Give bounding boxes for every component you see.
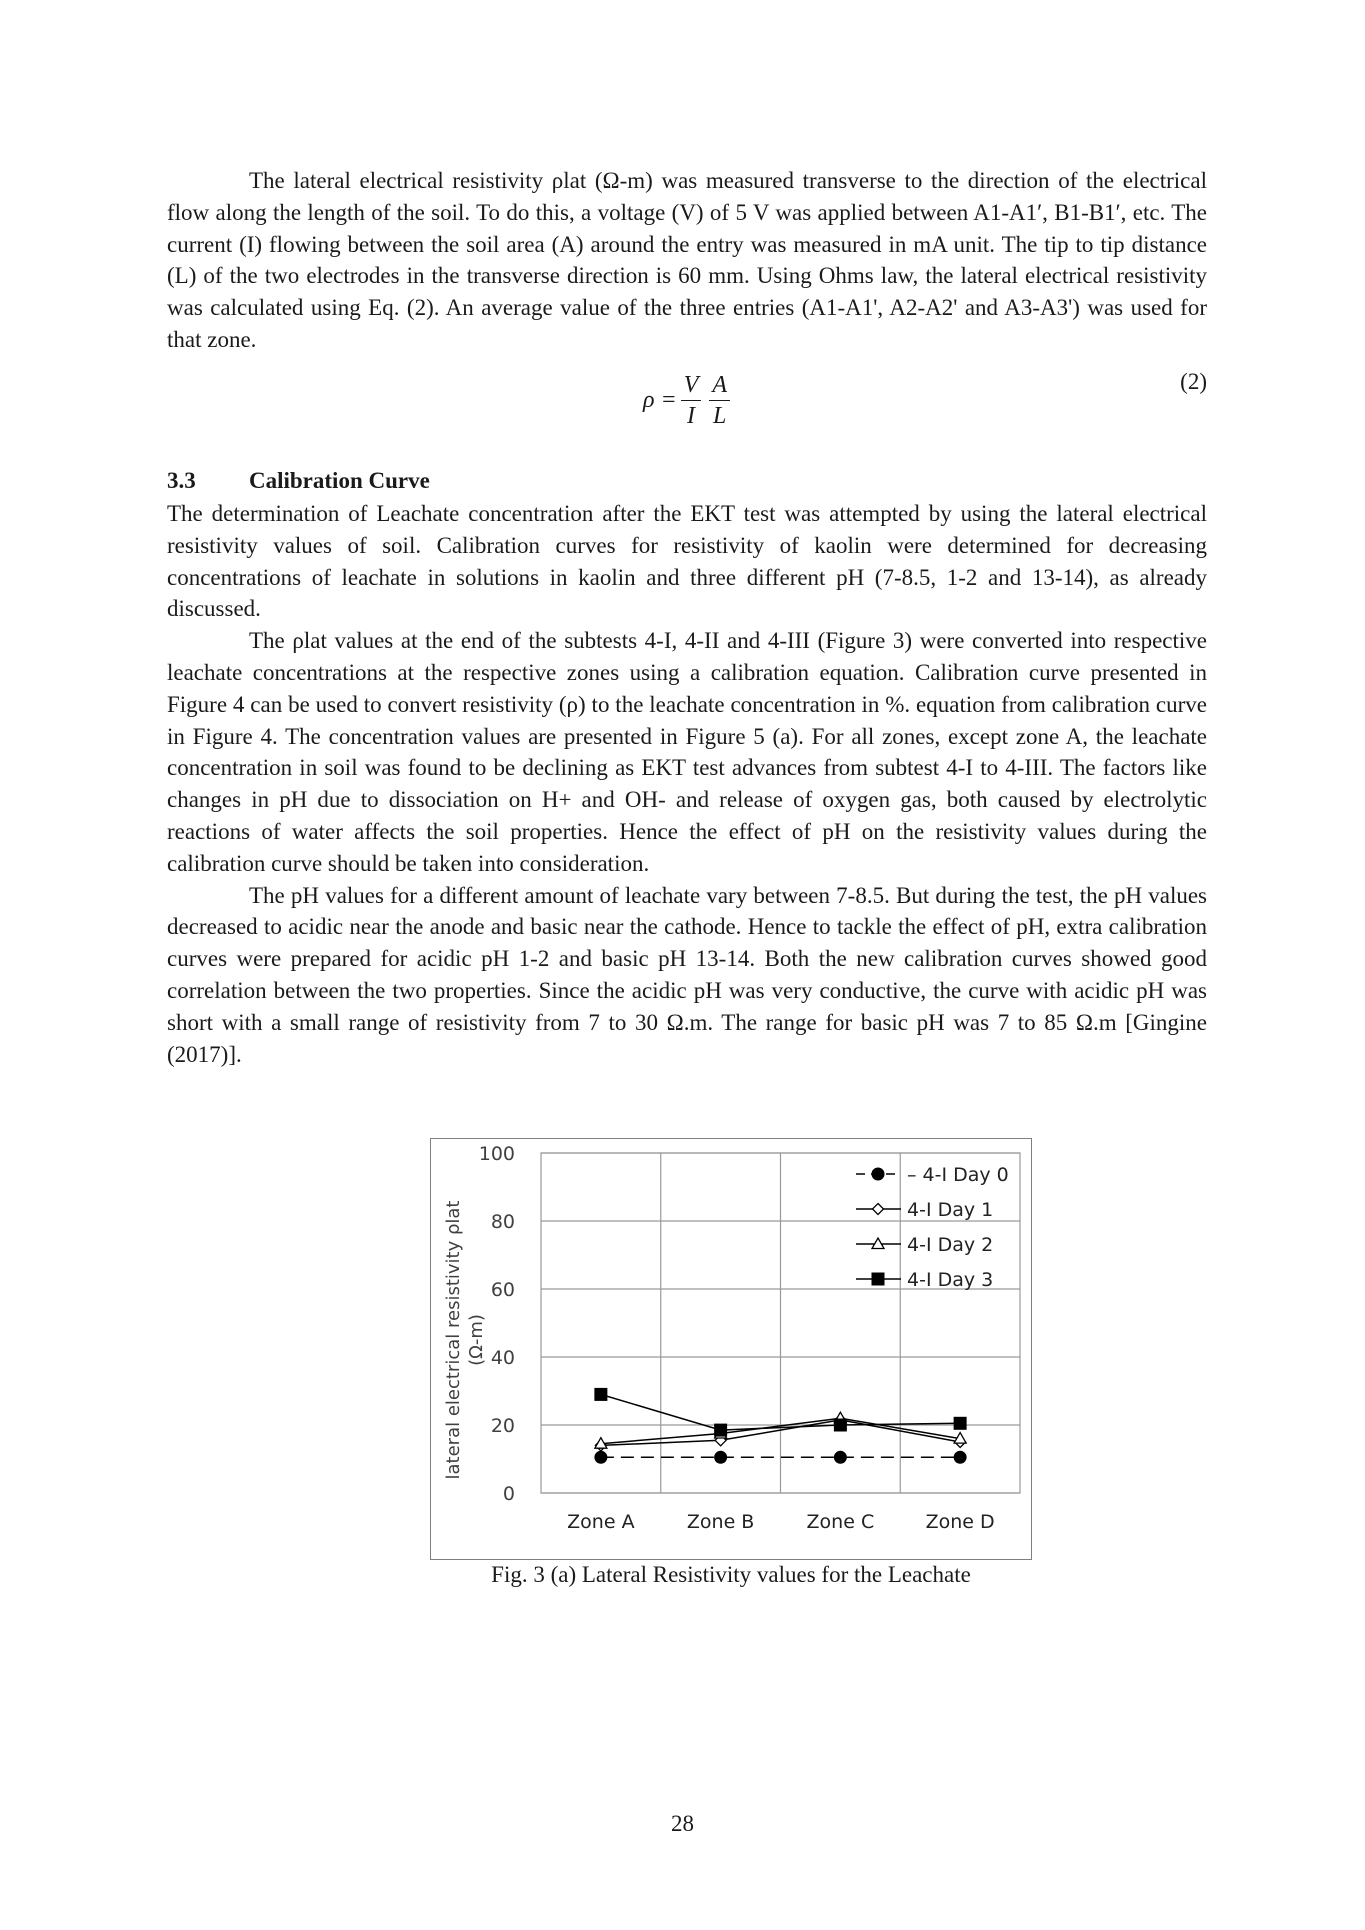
data-point <box>594 1451 607 1464</box>
page-number: 28 <box>671 1811 694 1836</box>
data-point <box>954 1417 967 1430</box>
equation-number: (2) <box>1180 369 1207 394</box>
x-tick-label: Zone C <box>806 1511 875 1533</box>
section-paragraph-block <box>167 498 1207 1070</box>
legend-marker <box>873 1204 884 1215</box>
legend-marker <box>872 1168 885 1181</box>
y-tick-label: 40 <box>490 1347 515 1369</box>
legend-entry <box>856 1234 993 1256</box>
paragraph: The determination of Leachate concentration after the EKT test was attempted by using the lateral electrical resistivity values of soil. Calibration curves for resistivity of kaolin were determined for decreasing concentrations of leachate in solutions in kaolin and three different pH (7-8.5, 1-2 and 13-14), as already discussed. <box>167 501 1207 622</box>
y-axis-label-line2: (Ω-m) <box>466 1314 487 1366</box>
legend-entry <box>856 1199 993 1221</box>
resistivity-equation <box>643 365 734 435</box>
legend-entry <box>856 1269 993 1291</box>
section-number: 3.3 <box>167 468 196 493</box>
legend-marker <box>872 1273 885 1286</box>
data-point <box>834 1451 847 1464</box>
equation-denominator: I <box>687 402 696 429</box>
x-tick-label: Zone A <box>567 1511 635 1533</box>
y-tick-label: 100 <box>478 1143 515 1165</box>
legend-label: 4-I Day 1 <box>907 1199 994 1221</box>
chart-legend <box>856 1164 1009 1291</box>
y-tick-label: 80 <box>490 1211 515 1233</box>
paragraph: The lateral electrical resistivity ρlat (Ω-m) was measured transverse to the direction of the electrical flow along the length of the soil. To do this, a voltage (V) of 5 V was applied between A1-A1′, B1-B1′, etc. The current (I) flowing between the soil area (A) around the entry was measured in mA unit. The tip to tip distance (L) of the two electrodes in the transverse direction is 60 mm. Using Ohms law, the lateral electrical resistivity was calculated using Eq. (2). An average value of the three entries (A1-A1', A2-A2' and A3-A3') was used for that zone. <box>167 168 1207 352</box>
section-title: Calibration Curve <box>249 468 430 493</box>
equation-numerator: V <box>681 370 702 401</box>
line-chart <box>431 1139 1030 1558</box>
fraction-a-over-l <box>709 370 730 431</box>
y-axis-title <box>443 1201 487 1480</box>
x-tick-labels <box>567 1511 994 1533</box>
data-point <box>714 1424 727 1437</box>
equation-denominator: L <box>713 402 727 429</box>
paragraph: The pH values for a different amount of leachate vary between 7-8.5. But during the test, the pH values decreased to acidic near the anode and basic near the cathode. Hence to tackle the effect of pH, extra calibration curves were prepared for acidic pH 1-2 and basic pH 13-14. Both the new calibration curves showed good correlation between the two properties. Since the acidic pH was very conductive, the curve with acidic pH was short with a small range of resistivity from 7 to 30 Ω.m. The range for basic pH was 7 to 85 Ω.m [Gingine (2017)]. <box>167 882 1207 1067</box>
legend-entry <box>856 1164 1009 1186</box>
equation-2 <box>167 365 1207 435</box>
data-point <box>594 1388 607 1401</box>
y-tick-label: 0 <box>502 1483 515 1505</box>
data-point <box>954 1451 967 1464</box>
equation-numerator: A <box>709 370 730 401</box>
intro-paragraph-block <box>167 165 1207 356</box>
figure-chart <box>430 1138 1032 1560</box>
figure-caption: Fig. 3 (a) Lateral Resistivity values for the Leachate <box>491 1562 971 1587</box>
y-tick-label: 20 <box>490 1415 515 1437</box>
x-tick-label: Zone D <box>925 1511 995 1533</box>
data-point <box>714 1451 727 1464</box>
fraction-v-over-i <box>681 370 702 431</box>
data-point <box>834 1419 847 1432</box>
legend-label: – 4-I Day 0 <box>907 1164 1009 1186</box>
paragraph: The ρlat values at the end of the subtests 4-I, 4-II and 4-III (Figure 3) were converted into respective leachate concentrations at the respective zones using a calibration equation. Calibration curve presented in Figure 4 can be used to convert resistivity (ρ) to the leachate concentration in %. equation from calibration curve in Figure 4. The concentration values are presented in Figure 5 (a). For all zones, except zone A, the leachate concentration in soil was found to be declining as EKT test advances from subtest 4-I to 4-III. The factors like changes in pH due to dissociation on H+ and OH- and release of oxygen gas, both caused by electrolytic reactions of water affects the soil properties. Hence the effect of pH on the resistivity values during the calibration curve should be taken into consideration. <box>167 628 1207 876</box>
equation-lhs: ρ = <box>643 386 677 413</box>
y-axis-label-line1: lateral electrical resistivity ρlat <box>443 1200 464 1480</box>
legend-label: 4-I Day 2 <box>907 1234 994 1256</box>
y-tick-label: 60 <box>490 1279 515 1301</box>
legend-label: 4-I Day 3 <box>907 1269 994 1291</box>
x-tick-label: Zone B <box>686 1511 755 1533</box>
section-heading <box>167 468 1207 494</box>
